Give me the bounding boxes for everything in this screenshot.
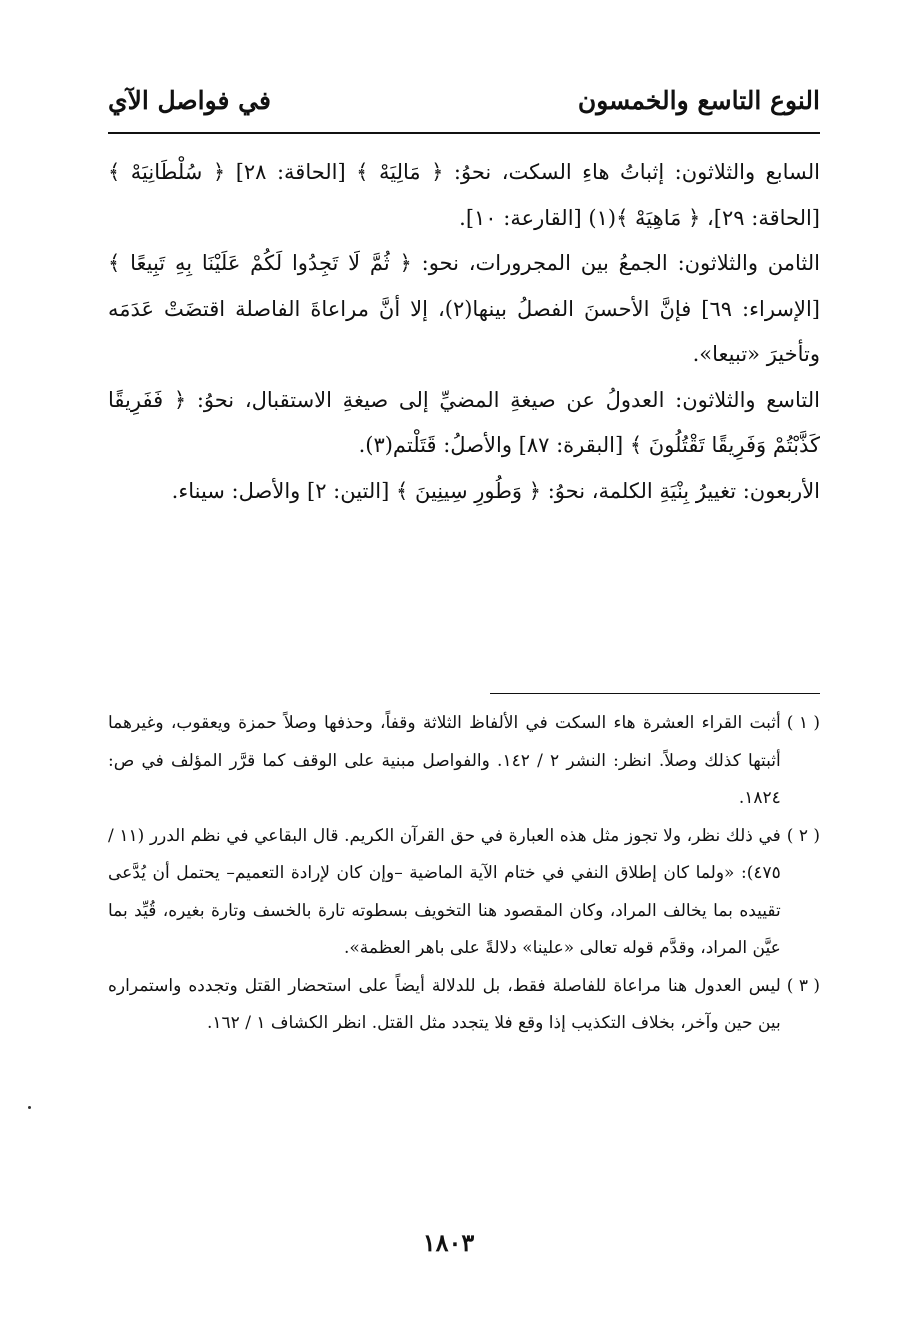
- footnotes: [108, 705, 820, 1043]
- paragraph-39: التاسع والثلاثون: العدولُ عن صيغةِ المضيِّ إلى صيغةِ الاستقبال، نحوُ: ﴿ فَفَرِيقًا كَذَّبْتُمْ وَفَرِيقًا تَقْتُلُونَ ﴾ [البقرة: ٨٧] والأصلُ: قَتَلْتم(٣).: [108, 387, 820, 457]
- footnote-text: أثبت القراء العشرة هاء السكت في الألفاظ الثلاثة وقفاً، وحذفها وصلاً حمزة ويعقوب، وغيرهما أثبتها كذلك وصلاً. انظر: النشر ٢ / ١٤٢. والفواصل مبنية على الوقف كما قرَّر المؤلف في ص: ١٨٢٤.: [108, 713, 781, 808]
- running-header: [108, 82, 820, 124]
- footnote-marker: ( ١ ): [786, 713, 820, 733]
- footnote-marker: ( ٣ ): [786, 975, 820, 996]
- footnote-divider: [490, 693, 820, 694]
- footnote-text: ليس العدول هنا مراعاة للفاصلة فقط، بل للدلالة أيضاً على استحضار القتل وتجدده واستمراره بين حين وآخر، بخلاف التكذيب إذا وقع فلا يتجدد مثل القتل. انظر الكشاف ١ / ١٦٢.: [108, 975, 781, 1033]
- footnote-1: [108, 705, 820, 818]
- section-title: في فواصل الآي: [108, 86, 271, 115]
- footnote-3: [108, 968, 820, 1043]
- footnote-2: [108, 818, 820, 968]
- paragraph-38: الثامن والثلاثون: الجمعُ بين المجرورات، نحو: ﴿ ثُمَّ لَا تَجِدُوا لَكُمْ عَلَيْنَا بِهِ تَبِيعًا ﴾ [الإسراء: ٦٩] فإنَّ الأحسنَ الفصلُ بينها(٢)، إلا أنَّ مراعاةَ الفاصلة اقتضَتْ عَدَمَه وتأخيرَ «تبيعا».: [108, 251, 820, 366]
- page-number: ١٨٠٣: [422, 1228, 475, 1257]
- footnote-text: في ذلك نظر، ولا تجوز مثل هذه العبارة في حق القرآن الكريم. قال البقاعي في نظم الدرر (١١ / ٤٧٥): «ولما كان إطلاق النفي في ختام الآية الماضية –وإن كان لإرادة التعميم– يحتمل أن يُدَّعى تقييده بما يخالف المراد، وكان المقصود هنا التخويف بسطوته تارة بالخسف وتارة بغيره، قُيِّد بما عيَّن المراد، وقدَّم قوله تعالى «علينا» دلالةً على باهر العظمة».: [108, 825, 781, 958]
- main-text: [108, 150, 820, 514]
- chapter-title: النوع التاسع والخمسون: [577, 86, 820, 115]
- header-divider: [108, 132, 820, 134]
- scan-speck: [28, 1106, 31, 1109]
- paragraph-37: السابع والثلاثون: إثباتُ هاءِ السكت، نحوُ: ﴿ مَالِيَهْ ﴾ [الحاقة: ٢٨] ﴿ سُلْطَانِيَهْ ﴾ [الحاقة: ٢٩]، ﴿ مَاهِيَهْ ﴾(١) [القارعة: ١٠].: [108, 160, 820, 230]
- footnote-marker: ( ٢ ): [786, 825, 820, 846]
- paragraph-40: الأربعون: تغييرُ بِنْيَةِ الكلمة، نحوُ: ﴿ وَطُورِ سِينِينَ ﴾ [التين: ٢] والأصل: سيناء.: [171, 478, 820, 503]
